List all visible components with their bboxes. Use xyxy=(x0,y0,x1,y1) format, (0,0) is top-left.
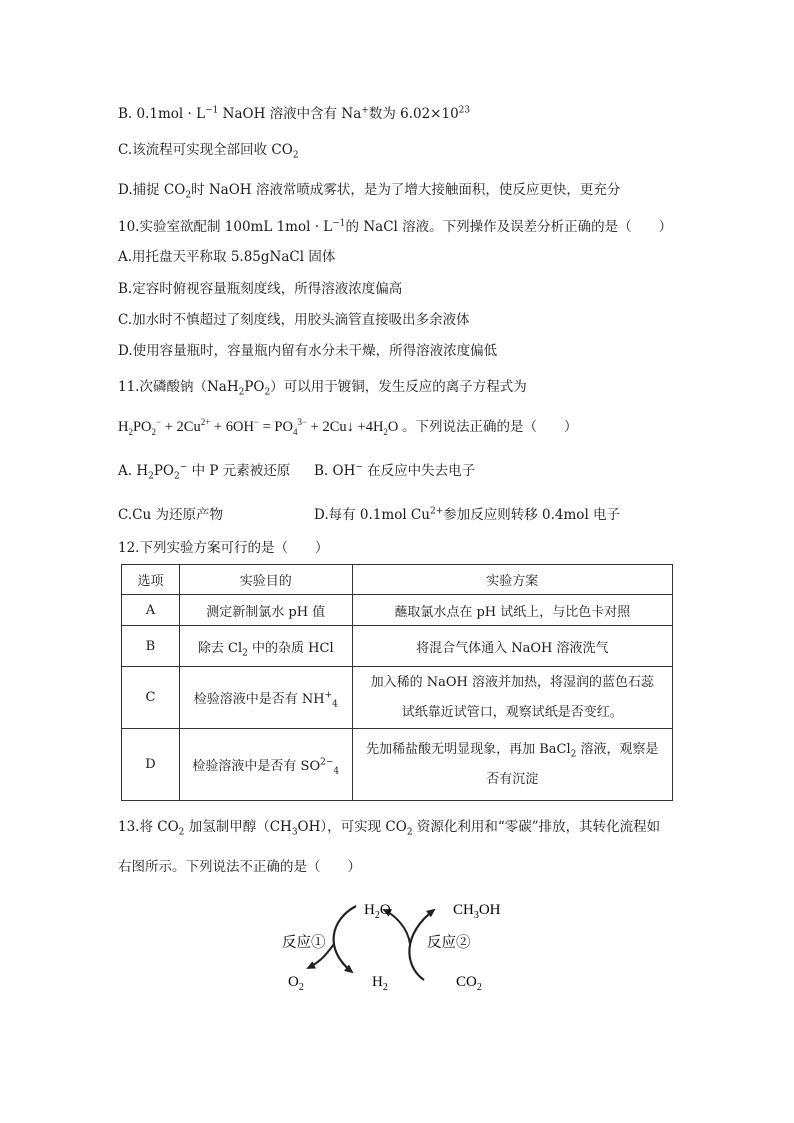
q9-option-b: B. $0.1mol \cdot L^{-1}$ NaOH 溶液中含有 Na+数为 $6.02\times 10^{23}$ xyxy=(118,105,471,122)
header-cell: 实验方案 xyxy=(352,565,672,595)
q13-stem-line2: 右图所示。下列说法不正确的是（ ） xyxy=(118,859,361,875)
o2-label: $O_2$ xyxy=(288,974,304,993)
q10-option-c: C.加水时不慎超过了刻度线，用胶头滴管直接吸出多余液体 xyxy=(118,312,470,328)
plan-cell: 加入稀的 NaOH 溶液并加热，将湿润的蓝色石蕊 试纸靠近试管口，观察试纸是否变红。 xyxy=(352,667,672,729)
co2-label: $CO_2$ xyxy=(456,974,482,993)
reaction2-label: 反应② xyxy=(427,935,471,951)
q11-option-c: C.Cu 为还原产物 xyxy=(118,507,223,523)
q11-stem: 11.次磷酸钠$(NaH_2PO_2)$可以用于镀铜，发生反应的离子方程式为 xyxy=(118,379,527,398)
goal-cell: 测定新制氯水 pH 值 xyxy=(179,595,352,626)
q11-option-a: A. $H_2PO_2^-$ 中 P 元素被还原 xyxy=(118,462,291,482)
q9-option-d: D.捕捉 $CO_2$时 NaOH 溶液常喷成雾状，是为了增大接触面积，使反应更快，更充分 xyxy=(118,182,621,201)
reaction1-label: 反应① xyxy=(282,935,326,951)
option-cell: D xyxy=(122,729,180,801)
plan-cell: 蘸取氯水点在 pH 试纸上，与比色卡对照 xyxy=(352,595,672,626)
q10-option-a: A.用托盘天平称取 5.85gNaCl 固体 xyxy=(118,249,336,265)
goal-cell: 除去 $Cl_2$ 中的杂质 HCl xyxy=(179,626,352,667)
option-cell: B xyxy=(122,626,180,667)
header-cell: 选项 xyxy=(122,565,180,595)
q10-option-b: B.定容时俯视容量瓶刻度线，所得溶液浓度偏高 xyxy=(118,281,403,297)
ch3oh-label: $CH_3OH$ xyxy=(453,902,501,921)
q13-stem-line1: 13.将 $CO_2$ 加氢制甲醇$(CH_3OH)$，可实现 $CO_2$ 资源化利用和“零碳”排放，其转化流程如 xyxy=(118,819,661,838)
q11-option-b: B. OH− 在反应中失去电子 xyxy=(314,462,476,479)
goal-cell: 检验溶液中是否有 $SO^{2-}_4$ xyxy=(179,729,352,801)
plan-cell: 将混合气体通入 NaOH 溶液洗气 xyxy=(352,626,672,667)
option-cell: C xyxy=(122,667,180,729)
q10-stem: 10.实验室欲配制 100mL $1mol \cdot L^{-1}$的 NaCl 溶液。下列操作及误差分析正确的是（ ） xyxy=(118,218,673,235)
q9-option-c: C.该流程可实现全部回收 $CO_2$ xyxy=(118,142,299,161)
plan-cell: 先加稀盐酸无明显现象，再加 BaCl$_2$ 溶液，观察是 否有沉淀 xyxy=(352,729,672,801)
q11-option-d: D.每有 0.1mol $Cu^{2+}$参加反应则转移 0.4mol 电子 xyxy=(314,506,621,523)
header-cell: 实验目的 xyxy=(179,565,352,595)
option-cell: A xyxy=(122,595,180,626)
q12-stem: 12.下列实验方案可行的是（ ） xyxy=(118,540,329,556)
h2o-label: $H_2O$ xyxy=(364,902,391,921)
q11-equation: $H_2PO_2^- + 2Cu^{2+} + 6OH^- = PO_4^{3-}$ + 2Cu↓ $+4H_2O$ 。下列说法正确的是（ ） xyxy=(118,417,578,437)
h2-label: $H_2$ xyxy=(372,974,388,993)
reaction1-main-arrow xyxy=(334,906,356,972)
goal-cell: 检验溶液中是否有 $NH^+_4$ xyxy=(179,667,352,729)
q10-option-d: D.使用容量瓶时，容量瓶内留有水分未干燥，所得溶液浓度偏低 xyxy=(118,343,498,359)
